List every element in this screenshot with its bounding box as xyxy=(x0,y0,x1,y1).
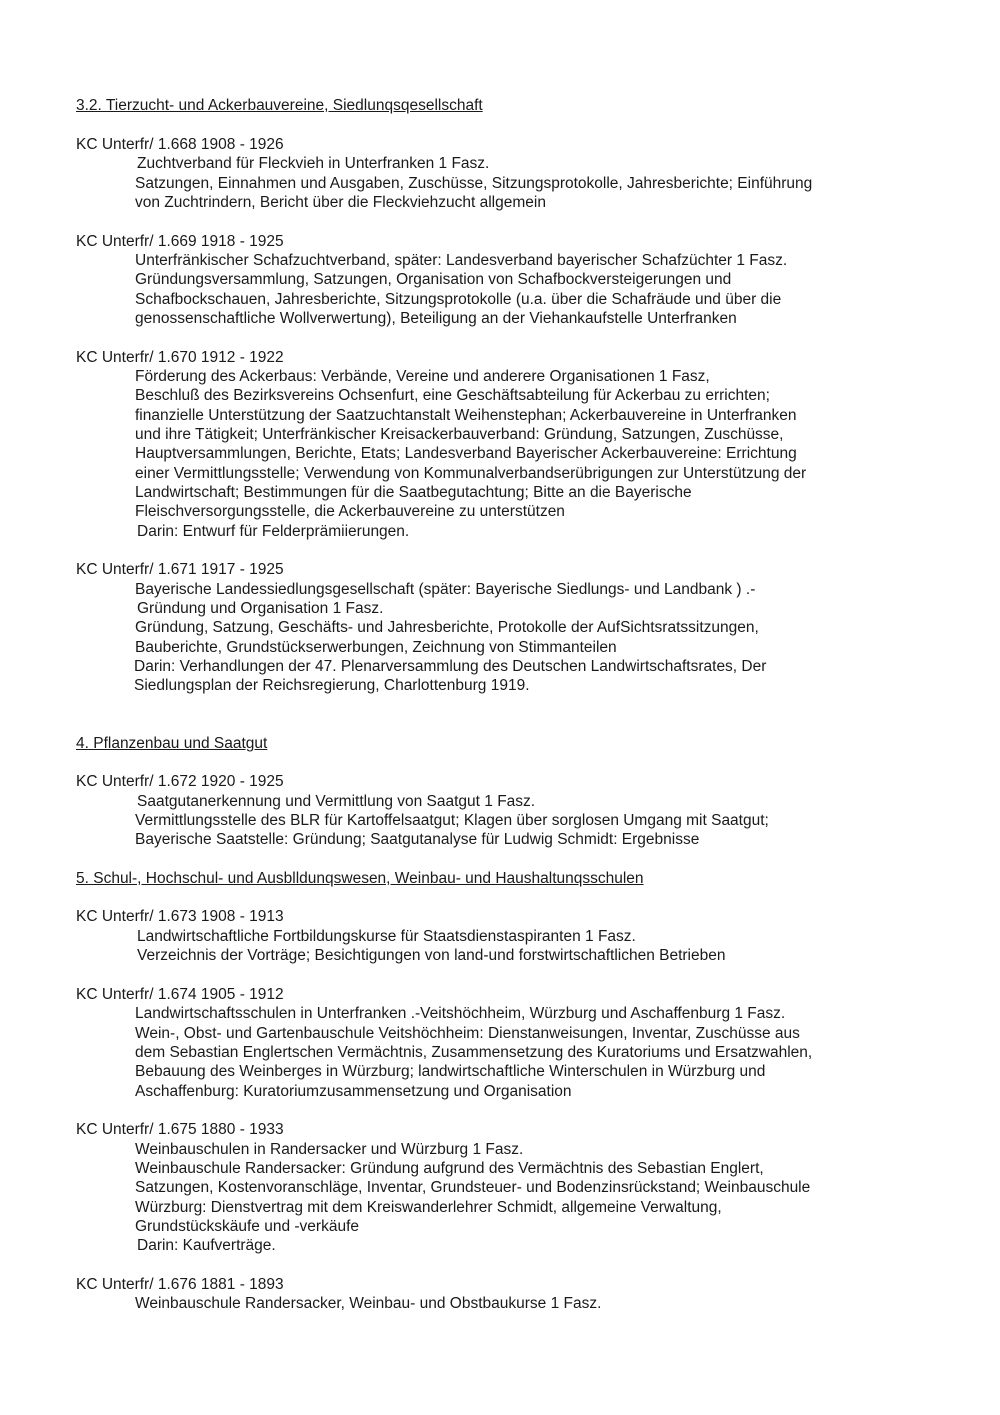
section-heading: 4. Pflanzenbau und Saatgut xyxy=(76,735,268,752)
entry-darin: Darin: Verhandlungen der 47. Plenarversammlung des Deutschen Landwirtschaftsrates, Der xyxy=(134,658,767,675)
entry-line: Satzungen, Kostenvoranschläge, Inventar, Grundsteuer- und Bodenzinsrückstand; Weinbauschule xyxy=(135,1179,811,1196)
entry-signature: KC Unterfr/ 1.668 1908 - 1926 xyxy=(76,136,284,153)
entry-darin: Darin: Kaufverträge. xyxy=(137,1237,276,1254)
section-heading: 5. Schul-, Hochschul- und Ausblldunqswesen, Weinbau- und Haushaltunqsschulen xyxy=(76,870,644,887)
entry-signature: KC Unterfr/ 1.671 1917 - 1925 xyxy=(76,561,284,578)
entry-line: Siedlungsplan der Reichsregierung, Charlottenburg 1919. xyxy=(134,677,530,694)
entry-line: Weinbauschule Randersacker: Gründung aufgrund des Vermächtnis des Sebastian Englert, xyxy=(135,1160,764,1177)
entry-darin: Darin: Entwurf für Felderprämiierungen. xyxy=(137,523,410,540)
entry-line: Hauptversammlungen, Berichte, Etats; Landesverband Bayerischer Ackerbauvereine: Errichtung xyxy=(135,445,797,462)
entry-line: einer Vermittlungsstelle; Verwendung von Kommunalverbandserübrigungen zur Unterstützung der xyxy=(135,465,807,482)
entry-line: Bayerische Landessiedlungsgesellschaft (später: Bayerische Siedlungs- und Landbank ) .- xyxy=(135,581,756,598)
entry-signature: KC Unterfr/ 1.669 1918 - 1925 xyxy=(76,233,284,250)
entry-line: Weinbauschulen in Randersacker und Würzburg 1 Fasz. xyxy=(135,1141,524,1158)
entry-signature: KC Unterfr/ 1.670 1912 - 1922 xyxy=(76,349,284,366)
entry-line: Würzburg: Dienstvertrag mit dem Kreiswanderlehrer Schmidt, allgemeine Verwaltung, xyxy=(135,1199,722,1216)
entry-line: und ihre Tätigkeit; Unterfränkischer Kreisackerbauverband: Gründung, Satzungen, Zuschüsse, xyxy=(135,426,784,443)
entry-line: Landwirtschaft; Bestimmungen für die Saatbegutachtung; Bitte an die Bayerische xyxy=(135,484,692,501)
entry-line: dem Sebastian Englertschen Vermächtnis, Zusammensetzung des Kuratoriums und Ersatzwahlen, xyxy=(135,1044,813,1061)
entry-line: Unterfränkischer Schafzuchtverband, später: Landesverband bayerischer Schafzüchter 1 Fasz. xyxy=(135,252,788,269)
entry-line: Landwirtschaftliche Fortbildungskurse für Staatsdienstaspiranten 1 Fasz. xyxy=(137,928,636,945)
entry-line: Bayerische Saatstelle: Gründung; Saatgutanalyse für Ludwig Schmidt: Ergebnisse xyxy=(135,831,700,848)
entry-signature: KC Unterfr/ 1.675 1880 - 1933 xyxy=(76,1121,284,1138)
entry-line: Vermittlungsstelle des BLR für Kartoffelsaatgut; Klagen über sorglosen Umgang mit Saatgut; xyxy=(135,812,769,829)
entry-line: Grundstückskäufe und -verkäufe xyxy=(135,1218,360,1235)
entry-line: Satzungen, Einnahmen und Ausgaben, Zuschüsse, Sitzungsprotokolle, Jahresberichte; Einführung xyxy=(135,175,813,192)
entry-signature: KC Unterfr/ 1.673 1908 - 1913 xyxy=(76,908,284,925)
entry-line: Bauberichte, Grundstückserwerbungen, Zeichnung von Stimmanteilen xyxy=(135,639,617,656)
entry-line: Beschluß des Bezirksvereins Ochsenfurt, eine Geschäftsabteilung für Ackerbau zu errichten; xyxy=(135,387,770,404)
entry-line: Saatgutanerkennung und Vermittlung von Saatgut 1 Fasz. xyxy=(137,793,536,810)
entry-line: Verzeichnis der Vorträge; Besichtigungen von land-und forstwirtschaftlichen Betrieben xyxy=(137,947,726,964)
entry-line: Gründung, Satzung, Geschäfts- und Jahresberichte, Protokolle der AufSichtsratssitzungen, xyxy=(135,619,759,636)
entry-line: Gründung und Organisation 1 Fasz. xyxy=(137,600,384,617)
entry-signature: KC Unterfr/ 1.672 1920 - 1925 xyxy=(76,773,284,790)
entry-line: Schafbockschauen, Jahresberichte, Sitzungsprotokolle (u.a. über die Schafräude und über die xyxy=(135,291,782,308)
entry-line: Bebauung des Weinberges in Würzburg; landwirtschaftliche Winterschulen in Würzburg und xyxy=(135,1063,766,1080)
entry-line: von Zuchtrindern, Bericht über die Fleckviehzucht allgemein xyxy=(135,194,546,211)
entry-signature: KC Unterfr/ 1.676 1881 - 1893 xyxy=(76,1276,284,1293)
section-heading: 3.2. Tierzucht- und Ackerbauvereine, Siedlunqsqesellschaft xyxy=(76,97,483,114)
entry-line: finanzielle Unterstützung der Saatzuchtanstalt Weihenstephan; Ackerbauvereine in Unterfranken xyxy=(135,407,797,424)
entry-line: Landwirtschaftsschulen in Unterfranken .-Veitshöchheim, Würzburg und Aschaffenburg 1 Fasz. xyxy=(135,1005,786,1022)
entry-line: Fleischversorgungsstelle, die Ackerbauvereine zu unterstützen xyxy=(135,503,565,520)
entry-line: Weinbauschule Randersacker, Weinbau- und Obstbaukurse 1 Fasz. xyxy=(135,1295,602,1312)
entry-line: Aschaffenburg: Kuratoriumzusammensetzung und Organisation xyxy=(135,1083,572,1100)
entry-line: genossenschaftliche Wollverwertung), Beteiligung an der Viehankaufstelle Unterfranken xyxy=(135,310,737,327)
entry-line: Wein-, Obst- und Gartenbauschule Veitshöchheim: Dienstanweisungen, Inventar, Zuschüsse aus xyxy=(135,1025,800,1042)
entry-line: Förderung des Ackerbaus: Verbände, Vereine und anderere Organisationen 1 Fasz, xyxy=(135,368,710,385)
entry-line: Gründungsversammlung, Satzungen, Organisation von Schafbockversteigerungen und xyxy=(135,271,732,288)
entry-line: Zuchtverband für Fleckvieh in Unterfranken 1 Fasz. xyxy=(137,155,490,172)
entry-signature: KC Unterfr/ 1.674 1905 - 1912 xyxy=(76,986,284,1003)
